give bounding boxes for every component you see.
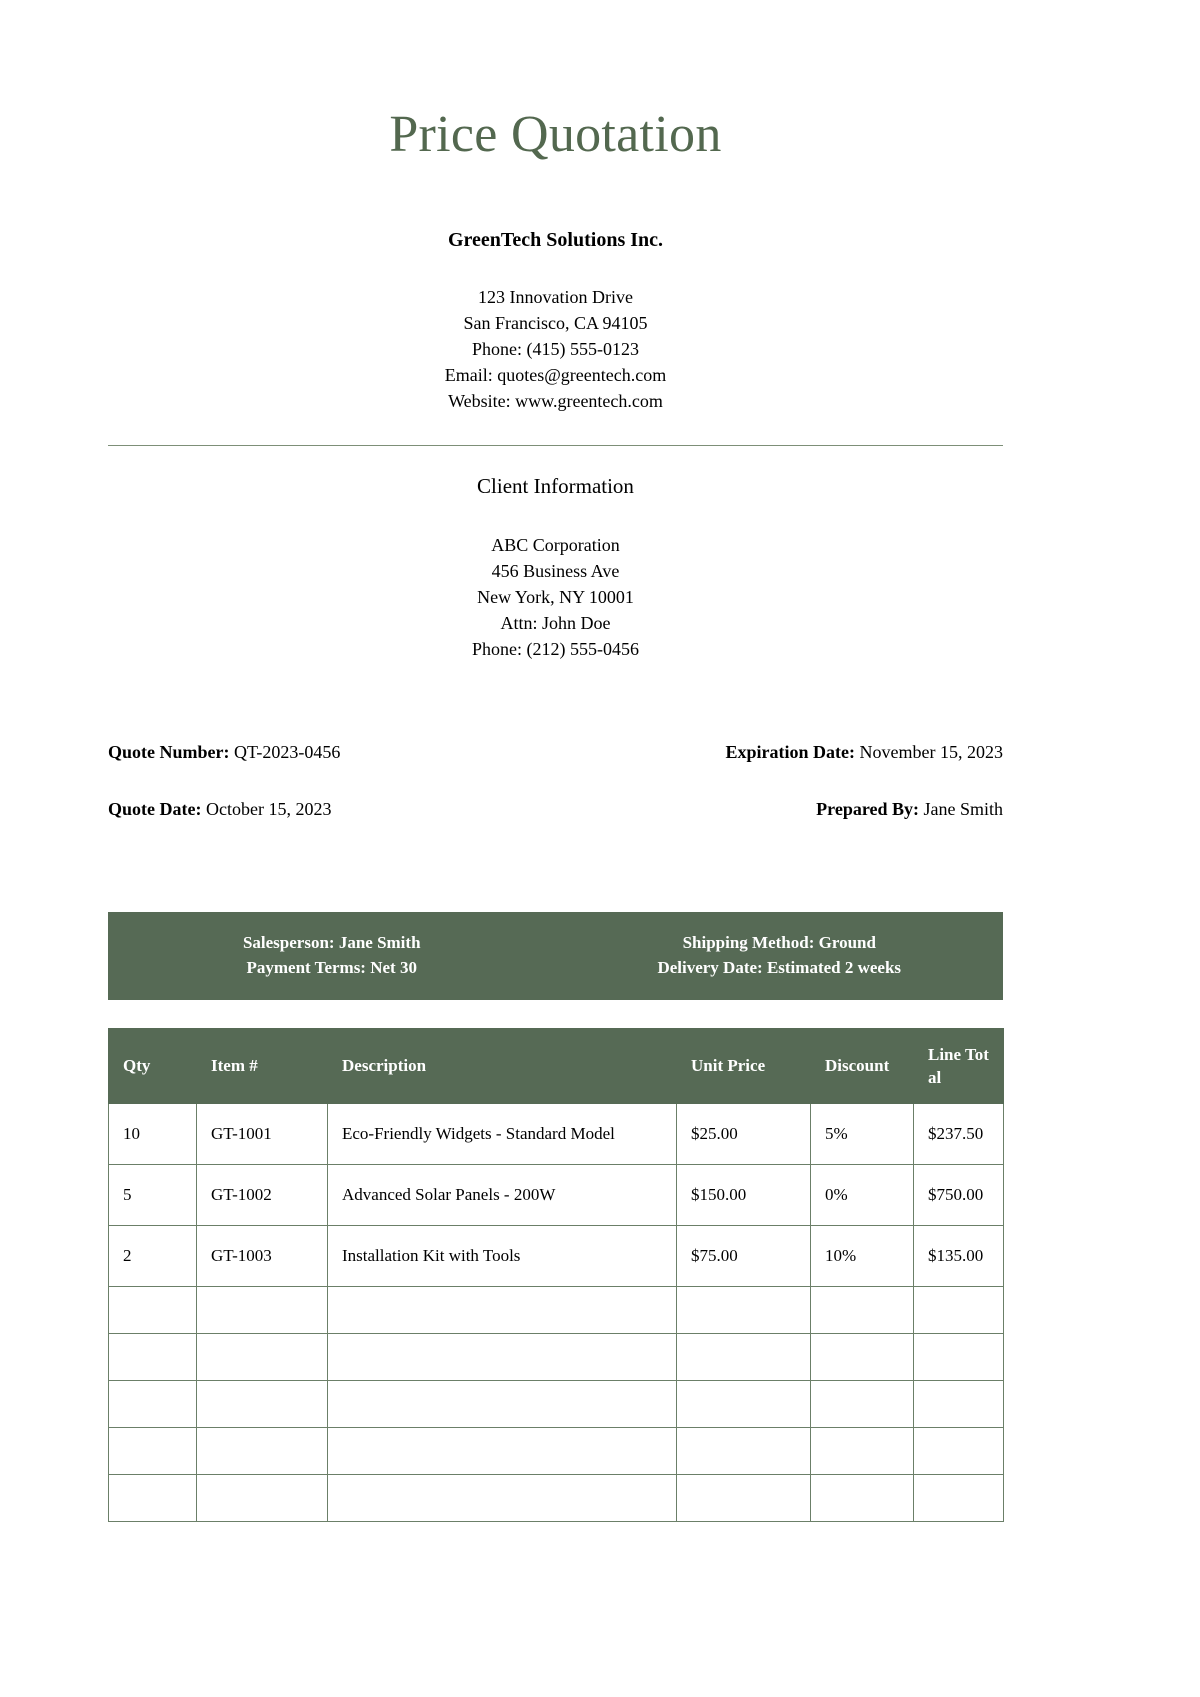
cell-description: Eco-Friendly Widgets - Standard Model <box>328 1103 677 1164</box>
cell-item: GT-1003 <box>197 1225 328 1286</box>
cell-unit-price: $75.00 <box>677 1225 811 1286</box>
prepared-by-value: Jane Smith <box>923 798 1003 819</box>
cell-line-total: $237.50 <box>914 1103 1004 1164</box>
column-header-unit-price: Unit Price <box>677 1028 811 1103</box>
company-website: Website: www.greentech.com <box>448 391 663 412</box>
cell-item: GT-1002 <box>197 1164 328 1225</box>
company-email: Email: quotes@greentech.com <box>444 365 667 386</box>
quote-number-field <box>108 740 340 764</box>
client-address-line: 456 Business Ave <box>491 560 620 581</box>
table-row-empty <box>109 1380 1004 1427</box>
banner-right-column <box>556 930 1004 980</box>
client-phone: Phone: (212) 555-0456 <box>472 638 639 659</box>
document-content <box>108 0 1003 1522</box>
quote-info-banner <box>108 912 1003 1000</box>
company-address-line: San Francisco, CA 94105 <box>463 313 648 334</box>
cell-discount-empty <box>811 1286 914 1333</box>
cell-qty-empty <box>109 1286 197 1333</box>
cell-description: Advanced Solar Panels - 200W <box>328 1164 677 1225</box>
cell-unit-price-empty <box>677 1286 811 1333</box>
table-row-empty <box>109 1427 1004 1474</box>
cell-description-empty <box>328 1474 677 1521</box>
cell-qty-empty <box>109 1474 197 1521</box>
table-row-empty <box>109 1474 1004 1521</box>
table-row <box>109 1103 1004 1164</box>
cell-description-empty <box>328 1427 677 1474</box>
cell-item: GT-1001 <box>197 1103 328 1164</box>
quote-date-label: Quote Date: <box>108 798 202 819</box>
expiration-date-field <box>726 740 1003 764</box>
prepared-by-label: Prepared By: <box>816 798 919 819</box>
table-row-empty <box>109 1286 1004 1333</box>
page-title: Price Quotation <box>389 106 722 163</box>
cell-line-total-empty <box>914 1380 1004 1427</box>
line-items-table-body <box>109 1103 1004 1521</box>
payment-terms-text: Payment Terms: Net 30 <box>246 957 417 977</box>
cell-item-empty <box>197 1286 328 1333</box>
cell-line-total-empty <box>914 1286 1004 1333</box>
client-address-line: New York, NY 10001 <box>477 586 634 607</box>
column-header-line-total: Line Total <box>914 1028 1004 1103</box>
quote-date-value: October 15, 2023 <box>205 798 332 819</box>
cell-qty: 5 <box>109 1164 197 1225</box>
company-phone: Phone: (415) 555-0123 <box>472 339 639 360</box>
quote-meta-row-1 <box>108 740 1003 764</box>
cell-discount-empty <box>811 1380 914 1427</box>
banner-left-column <box>108 930 556 980</box>
cell-item-empty <box>197 1380 328 1427</box>
quote-meta-row-2 <box>108 797 1003 821</box>
cell-unit-price-empty <box>677 1474 811 1521</box>
quote-meta-block <box>108 740 1003 821</box>
column-header-qty: Qty <box>109 1028 197 1103</box>
company-address-line: 123 Innovation Drive <box>478 287 633 308</box>
client-address-lines <box>108 532 1003 662</box>
column-header-item: Item # <box>197 1028 328 1103</box>
line-items-table-head <box>109 1028 1004 1103</box>
expiration-date-value: November 15, 2023 <box>859 741 1003 762</box>
cell-line-total-empty <box>914 1333 1004 1380</box>
shipping-method-text: Shipping Method: Ground <box>682 932 876 952</box>
cell-discount: 0% <box>811 1164 914 1225</box>
cell-discount-empty <box>811 1427 914 1474</box>
table-row <box>109 1225 1004 1286</box>
table-header-row <box>109 1028 1004 1103</box>
quote-date-field <box>108 797 331 821</box>
table-row <box>109 1164 1004 1225</box>
header-divider <box>108 445 1003 446</box>
cell-line-total-empty <box>914 1474 1004 1521</box>
quote-number-value: QT-2023-0456 <box>233 741 341 762</box>
cell-description-empty <box>328 1333 677 1380</box>
cell-discount-empty <box>811 1333 914 1380</box>
salesperson-text: Salesperson: Jane Smith <box>242 932 421 952</box>
expiration-date-label: Expiration Date: <box>725 741 856 762</box>
cell-unit-price: $150.00 <box>677 1164 811 1225</box>
cell-unit-price-empty <box>677 1380 811 1427</box>
cell-qty-empty <box>109 1333 197 1380</box>
client-attn: Attn: John Doe <box>500 612 611 633</box>
cell-item-empty <box>197 1333 328 1380</box>
cell-line-total: $750.00 <box>914 1164 1004 1225</box>
company-info-block <box>108 227 1003 414</box>
delivery-date-text: Delivery Date: Estimated 2 weeks <box>657 957 902 977</box>
cell-description-empty <box>328 1286 677 1333</box>
cell-line-total: $135.00 <box>914 1225 1004 1286</box>
quote-number-label: Quote Number: <box>108 741 230 762</box>
cell-qty: 2 <box>109 1225 197 1286</box>
company-name: GreenTech Solutions Inc. <box>447 229 664 252</box>
table-row-empty <box>109 1333 1004 1380</box>
cell-qty-empty <box>109 1380 197 1427</box>
cell-discount: 5% <box>811 1103 914 1164</box>
cell-unit-price-empty <box>677 1333 811 1380</box>
column-header-discount: Discount <box>811 1028 914 1103</box>
client-info-heading: Client Information <box>477 474 634 499</box>
client-name: ABC Corporation <box>491 534 620 555</box>
company-address-lines <box>108 284 1003 414</box>
cell-unit-price-empty <box>677 1427 811 1474</box>
cell-description: Installation Kit with Tools <box>328 1225 677 1286</box>
cell-discount-empty <box>811 1474 914 1521</box>
cell-qty: 10 <box>109 1103 197 1164</box>
prepared-by-field <box>816 797 1003 821</box>
cell-item-empty <box>197 1427 328 1474</box>
cell-description-empty <box>328 1380 677 1427</box>
cell-line-total-empty <box>914 1427 1004 1474</box>
client-info-block <box>108 473 1003 661</box>
column-header-description: Description <box>328 1028 677 1103</box>
cell-qty-empty <box>109 1427 197 1474</box>
cell-discount: 10% <box>811 1225 914 1286</box>
cell-item-empty <box>197 1474 328 1521</box>
cell-unit-price: $25.00 <box>677 1103 811 1164</box>
line-items-table <box>108 1028 1004 1522</box>
